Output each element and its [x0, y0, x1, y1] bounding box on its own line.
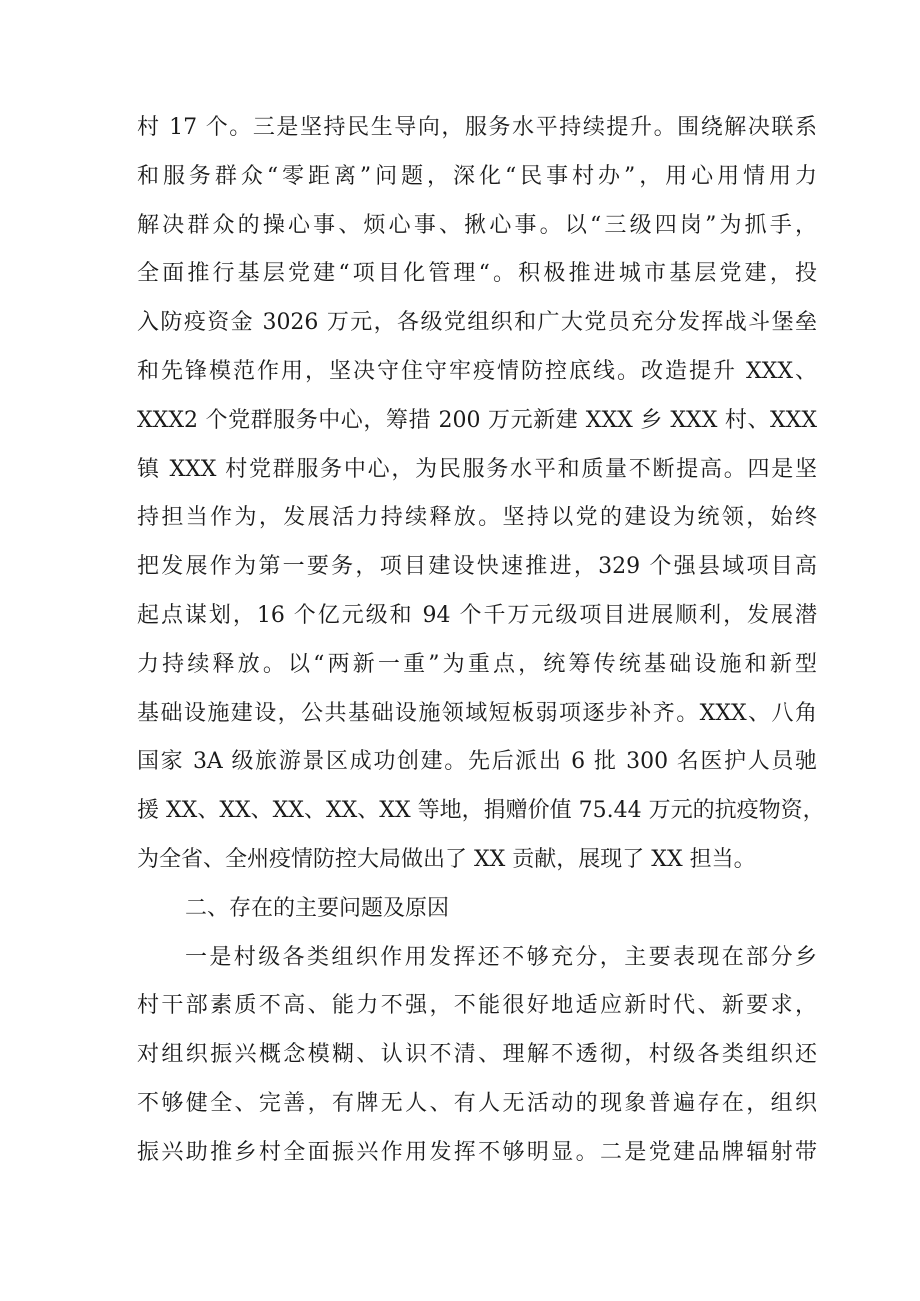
text-line: 把发展作为第一要务，项目建设快速推进，329 个强县域项目高: [137, 554, 817, 580]
text-line: 为全省、全州疫情防控大局做出了 XX 贡献，展现了 XX 担当。: [137, 846, 756, 872]
text-line: 不够健全、完善，有牌无人、有人无活动的现象普遍存在，组织: [137, 1090, 817, 1116]
text-line: 和服务群众“零距离”问题，深化“民事村办”，用心用情用力: [137, 163, 817, 189]
text-line: 全面推行基层党建“项目化管理“。积极推进城市基层党建，投: [137, 261, 817, 287]
text-line: XXX2 个党群服务中心，筹措 200 万元新建 XXX 乡 XXX 村、XXX: [137, 407, 817, 433]
text-line: 持担当作为，发展活力持续释放。坚持以党的建设为统领，始终: [137, 505, 817, 531]
document-body: [137, 104, 825, 1178]
text-line: 村 17 个。三是坚持民生导向，服务水平持续提升。围绕解决联系: [137, 115, 817, 140]
text-line: 解决群众的操心事、烦心事、揪心事。以“三级四岗”为抓手，: [137, 212, 817, 238]
text-line: 起点谋划，16 个亿元级和 94 个千万元级项目进展顺利，发展潜: [137, 602, 817, 628]
text-line: 村干部素质不高、能力不强，不能很好地适应新时代、新要求，: [137, 993, 817, 1019]
text-line: 国家 3A 级旅游景区成功创建。先后派出 6 批 300 名医护人员驰: [137, 749, 817, 775]
text-line: 对组织振兴概念模糊、认识不清、理解不透彻，村级各类组织还: [137, 1042, 817, 1068]
text-line: 援 XX、XX、XX、XX、XX 等地，捐赠价值 75.44 万元的抗疫物资，: [137, 798, 825, 824]
text-line: 和先锋模范作用，坚决守住守牢疫情防控底线。改造提升 XXX、: [137, 358, 817, 384]
section-heading: 二、存在的主要问题及原因: [185, 895, 450, 921]
paragraph-first-line: 一是村级各类组织作用发挥还不够充分，主要表现在部分乡: [185, 944, 817, 970]
text-line: 入防疫资金 3026 万元，各级党组织和广大党员充分发挥战斗堡垒: [137, 310, 817, 336]
text-line: 力持续释放。以“两新一重”为重点，统筹传统基础设施和新型: [137, 651, 817, 677]
text-line: 基础设施建设，公共基础设施领域短板弱项逐步补齐。XXX、八角: [137, 700, 817, 726]
text-line: 振兴助推乡村全面振兴作用发挥不够明显。二是党建品牌辐射带: [137, 1139, 817, 1165]
text-line: 镇 XXX 村党群服务中心，为民服务水平和质量不断提高。四是坚: [137, 456, 817, 482]
